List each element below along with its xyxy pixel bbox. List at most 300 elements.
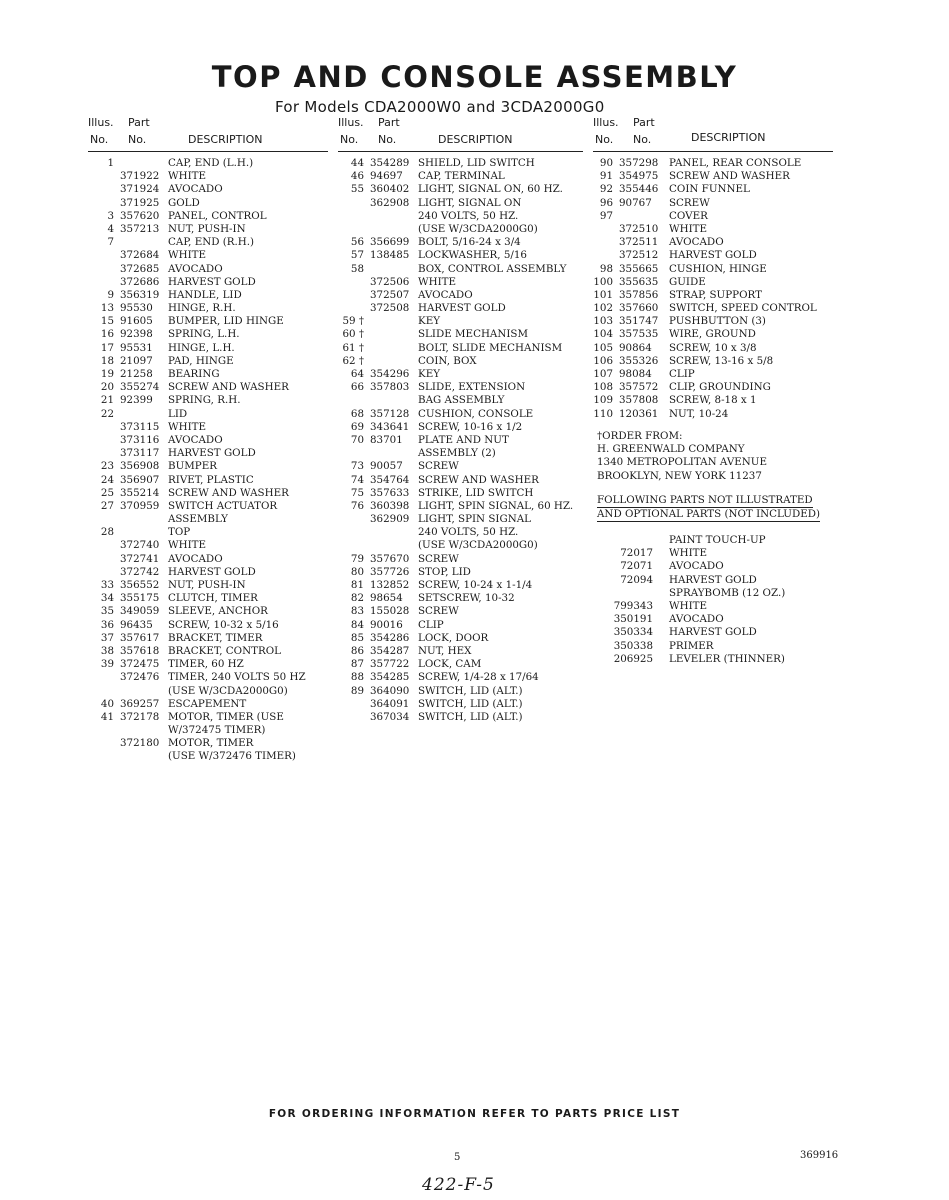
cell-part: 373116 <box>120 433 160 446</box>
cell-desc: GUIDE <box>669 275 706 288</box>
order-from-street: 1340 METROPOLITAN AVENUE <box>597 456 767 469</box>
table-row <box>88 157 328 170</box>
header-illus: Illus. <box>593 116 619 129</box>
cell-illus: 24 <box>100 473 114 486</box>
cell-illus: 20 <box>100 381 114 394</box>
table-row <box>338 539 583 552</box>
cell-desc: CAP, END (R.H.) <box>168 236 255 249</box>
cell-part: 357660 <box>619 302 659 315</box>
table-row <box>88 315 328 328</box>
cell-part: 356319 <box>120 288 160 301</box>
cell-illus: 102 <box>593 302 613 315</box>
cell-desc: AVOCADO <box>168 552 223 565</box>
cell-desc: AVOCADO <box>168 262 223 275</box>
cell-illus: 110 <box>593 407 613 420</box>
cell-part: 372178 <box>120 710 160 723</box>
table-row <box>338 632 583 645</box>
cell-illus: 79 <box>350 552 364 565</box>
cell-desc: SCREW AND WASHER <box>168 486 289 499</box>
cell-illus: 105 <box>593 341 613 354</box>
cell-desc: HARVEST GOLD <box>669 626 757 639</box>
table-row <box>88 355 328 368</box>
cell-desc: AVOCADO <box>669 236 724 249</box>
parts-list <box>88 157 328 764</box>
cell-part: 372476 <box>120 671 160 684</box>
cell-illus: 18 <box>100 354 114 367</box>
cell-part: 357617 <box>120 631 160 644</box>
table-row <box>88 434 328 447</box>
cell-desc: CLIP <box>418 618 444 631</box>
cell-illus: 16 <box>100 328 114 341</box>
cell-illus: 19 <box>100 368 114 380</box>
cell-illus: 109 <box>593 394 613 407</box>
cell-desc: GOLD <box>168 196 200 209</box>
cell-illus: 96 <box>599 196 613 209</box>
table-row <box>338 249 583 262</box>
cell-illus: 85 <box>350 631 364 644</box>
cell-illus: 28 <box>100 526 114 539</box>
cell-desc: CLIP, GROUNDING <box>669 381 771 394</box>
cell-part: 356908 <box>120 460 160 473</box>
cell-desc: TIMER, 60 HZ <box>168 658 244 671</box>
cell-illus: 35 <box>100 605 114 618</box>
cell-illus: 38 <box>100 644 114 657</box>
header-no: No. <box>378 133 397 146</box>
cell-desc: PLATE AND NUT <box>418 433 509 446</box>
cell-desc: WHITE <box>168 170 207 183</box>
header-illus: Illus. <box>338 116 364 129</box>
cell-desc: LEVELER (THINNER) <box>669 652 785 665</box>
table-row <box>88 447 328 460</box>
table-row <box>88 210 328 223</box>
cell-desc: KEY <box>418 368 441 380</box>
cell-desc: TOP <box>168 526 191 539</box>
table-row <box>338 579 583 592</box>
cell-part: 355635 <box>619 275 659 288</box>
cell-desc: ASSEMBLY <box>168 513 228 526</box>
cell-illus: 74 <box>350 473 364 486</box>
table-row <box>593 381 833 394</box>
cell-part: 372506 <box>370 275 410 288</box>
table-row <box>88 539 328 552</box>
cell-part: 372684 <box>120 249 160 262</box>
cell-desc: SCREW <box>669 196 710 209</box>
cell-illus: 15 <box>100 315 114 328</box>
parts-column-1 <box>88 116 328 764</box>
cell-part: 357618 <box>120 644 160 657</box>
cell-illus: 68 <box>350 407 364 420</box>
cell-illus: 34 <box>100 592 114 605</box>
cell-desc: STOP, LID <box>418 565 471 578</box>
table-row <box>338 210 583 223</box>
table-row <box>338 685 583 698</box>
cell-illus: 22 <box>100 407 114 420</box>
cell-desc: BOLT, SLIDE MECHANISM <box>418 341 563 354</box>
parts-list <box>593 157 833 421</box>
table-row <box>338 566 583 579</box>
cell-illus: 82 <box>350 592 364 605</box>
cell-illus: 21 <box>100 394 114 407</box>
cell-illus: 83 <box>350 605 364 618</box>
cell-part: 90864 <box>619 341 652 354</box>
table-row <box>338 276 583 289</box>
cell-part: 349059 <box>120 605 160 618</box>
cell-desc: AVOCADO <box>669 613 724 626</box>
cell-desc: HARVEST GOLD <box>168 275 256 288</box>
cell-desc: SLIDE MECHANISM <box>418 328 529 341</box>
table-row <box>88 183 328 196</box>
parts-list <box>338 157 583 724</box>
cell-desc: HANDLE, LID <box>168 288 242 301</box>
table-row <box>338 368 583 381</box>
document-number: 369916 <box>800 1150 839 1161</box>
table-row <box>88 698 328 711</box>
table-row <box>593 210 833 223</box>
column-header <box>88 116 328 152</box>
cell-illus: 59 † <box>342 315 364 328</box>
table-row <box>338 658 583 671</box>
cell-part: 372511 <box>619 236 659 249</box>
cell-desc: SWITCH, LID (ALT.) <box>418 697 523 710</box>
cell-illus: 73 <box>350 460 364 473</box>
cell-desc: SCREW, 1/4-28 x 17/64 <box>418 671 539 684</box>
paint-list <box>597 534 837 666</box>
cell-illus: 64 <box>350 368 364 380</box>
cell-part: 354289 <box>370 157 410 169</box>
cell-desc: SCREW AND WASHER <box>669 170 790 183</box>
table-row <box>338 487 583 500</box>
cell-illus: 75 <box>350 486 364 499</box>
cell-part: 371924 <box>120 183 160 196</box>
order-from-company: H. GREENWALD COMPANY <box>597 443 745 456</box>
cell-part: 370959 <box>120 499 160 512</box>
table-row <box>338 460 583 473</box>
table-row <box>88 500 328 513</box>
cell-desc: SCREW, 8-18 x 1 <box>669 394 757 407</box>
cell-desc: LOCK, CAM <box>418 658 482 671</box>
cell-part: 21097 <box>120 354 153 367</box>
cell-part: 372742 <box>120 565 160 578</box>
cell-illus: 86 <box>350 644 364 657</box>
table-row <box>593 170 833 183</box>
cell-part: 94697 <box>370 170 403 183</box>
table-row <box>593 408 833 421</box>
table-row <box>88 526 328 539</box>
cell-desc: SWITCH, LID (ALT.) <box>418 684 523 697</box>
cell-part: 95531 <box>120 341 153 354</box>
table-row <box>88 381 328 394</box>
cell-part: 350334 <box>613 626 653 639</box>
cell-illus: 61 † <box>342 341 364 354</box>
cell-desc: KEY <box>418 315 441 328</box>
cell-illus: 97 <box>599 209 613 222</box>
cell-illus: 62 † <box>342 354 364 367</box>
table-row <box>593 394 833 407</box>
order-from-note <box>597 430 767 483</box>
cell-part: 206925 <box>613 652 653 665</box>
cell-desc: LOCKWASHER, 5/16 <box>418 249 527 262</box>
cell-desc: SCREW, 10-16 x 1/2 <box>418 420 523 433</box>
table-row <box>338 342 583 355</box>
table-row <box>338 381 583 394</box>
cell-illus: 9 <box>107 288 114 301</box>
cell-desc: HINGE, L.H. <box>168 341 235 354</box>
cell-desc: (USE W/3CDA2000G0) <box>418 222 538 235</box>
cell-desc: AVOCADO <box>418 288 473 301</box>
cell-illus: 103 <box>593 315 613 328</box>
header-illus: Illus. <box>88 116 114 129</box>
table-row <box>597 534 837 547</box>
cell-illus: 108 <box>593 381 613 394</box>
table-row <box>88 632 328 645</box>
cell-part: 354975 <box>619 170 659 183</box>
table-row <box>338 711 583 724</box>
cell-part: 355214 <box>120 486 160 499</box>
cell-desc: SPRING, L.H. <box>168 328 240 341</box>
cell-part: 355446 <box>619 183 659 196</box>
cell-part: 357726 <box>370 565 410 578</box>
cell-part: 367034 <box>370 710 410 723</box>
cell-desc: CUSHION, CONSOLE <box>418 407 534 420</box>
cell-desc: SWITCH ACTUATOR <box>168 499 278 512</box>
header-description: DESCRIPTION <box>438 133 513 146</box>
cell-part: 357128 <box>370 407 410 420</box>
cell-illus: 84 <box>350 618 364 631</box>
cell-desc: AVOCADO <box>168 183 223 196</box>
table-row <box>88 671 328 684</box>
cell-part: 369257 <box>120 697 160 710</box>
cell-part: 357803 <box>370 381 410 394</box>
cell-desc: LIGHT, SIGNAL ON, 60 HZ. <box>418 183 563 196</box>
table-row <box>88 408 328 421</box>
table-row <box>88 460 328 473</box>
cell-illus: 7 <box>107 236 114 249</box>
table-row <box>338 434 583 447</box>
cell-desc: SETSCREW, 10-32 <box>418 592 515 605</box>
cell-part: 364090 <box>370 684 410 697</box>
cell-illus: 90 <box>599 157 613 169</box>
cell-part: 355274 <box>120 381 160 394</box>
cell-desc: COIN FUNNEL <box>669 183 750 196</box>
cell-desc: SCREW <box>418 605 459 618</box>
table-row <box>88 619 328 632</box>
table-row <box>597 560 837 573</box>
cell-desc: SCREW, 13-16 x 5/8 <box>669 354 774 367</box>
cell-illus: 88 <box>350 671 364 684</box>
cell-part: 350338 <box>613 639 653 652</box>
table-row <box>597 587 837 600</box>
cell-illus: 46 <box>350 170 364 183</box>
cell-desc: SLEEVE, ANCHOR <box>168 605 268 618</box>
header-no: No. <box>128 133 147 146</box>
table-row <box>593 263 833 276</box>
cell-part: 357808 <box>619 394 659 407</box>
table-row <box>338 500 583 513</box>
table-row <box>88 553 328 566</box>
order-from-heading: †ORDER FROM: <box>597 430 683 442</box>
cell-part: 138485 <box>370 249 410 262</box>
cell-desc: LOCK, DOOR <box>418 631 489 644</box>
cell-part: 90016 <box>370 618 403 631</box>
cell-part: 357856 <box>619 288 659 301</box>
table-row <box>593 302 833 315</box>
cell-illus: 69 <box>350 420 364 433</box>
not-illustrated-note <box>597 494 820 522</box>
page-title: TOP AND CONSOLE ASSEMBLY <box>211 60 738 94</box>
cell-desc: RIVET, PLASTIC <box>168 473 254 486</box>
parts-column-3 <box>593 116 833 421</box>
table-row <box>338 157 583 170</box>
cell-desc: LID <box>168 407 188 420</box>
cell-desc: NUT, PUSH-IN <box>168 579 246 591</box>
cell-illus: 60 † <box>342 328 364 341</box>
cell-desc: WHITE <box>168 539 207 552</box>
cell-desc: WHITE <box>168 249 207 262</box>
cell-desc: HARVEST GOLD <box>418 302 506 315</box>
cell-desc: BRACKET, TIMER <box>168 631 263 644</box>
table-row <box>338 183 583 196</box>
cell-part: 155028 <box>370 605 410 618</box>
cell-part: 357213 <box>120 222 160 235</box>
cell-desc: NUT, HEX <box>418 644 472 657</box>
cell-desc: PUSHBUTTON (3) <box>669 315 766 328</box>
cell-illus: 66 <box>350 381 364 394</box>
page-number: 5 <box>454 1152 461 1163</box>
table-row <box>88 605 328 618</box>
cell-part: 351747 <box>619 315 659 328</box>
table-row <box>338 447 583 460</box>
cell-desc: SWITCH, SPEED CONTROL <box>669 302 817 315</box>
cell-desc: HINGE, R.H. <box>168 302 236 315</box>
cell-part: 354287 <box>370 644 410 657</box>
cell-desc: WHITE <box>669 547 708 560</box>
cell-desc: TIMER, 240 VOLTS 50 HZ <box>168 671 306 684</box>
header-description: DESCRIPTION <box>188 133 263 146</box>
table-row <box>88 711 328 724</box>
column-header <box>338 116 583 152</box>
cell-illus: 107 <box>593 368 613 380</box>
cell-desc: WIRE, GROUND <box>669 328 756 341</box>
cell-desc: SCREW, 10-24 x 1-1/4 <box>418 579 533 591</box>
cell-part: 373115 <box>120 420 160 433</box>
cell-illus: 76 <box>350 499 364 512</box>
table-row <box>88 658 328 671</box>
cell-desc: SPRING, R.H. <box>168 394 241 407</box>
cell-desc: (USE W/372476 TIMER) <box>168 750 296 763</box>
table-row <box>338 526 583 539</box>
cell-illus: 17 <box>100 341 114 354</box>
cell-desc: STRIKE, LID SWITCH <box>418 486 534 499</box>
page-subtitle: For Models CDA2000W0 and 3CDA2000G0 <box>275 98 605 116</box>
cell-part: 372508 <box>370 302 410 315</box>
cell-illus: 106 <box>593 354 613 367</box>
cell-illus: 92 <box>599 183 613 196</box>
cell-part: 373117 <box>120 447 160 460</box>
table-row <box>338 263 583 276</box>
header-no: No. <box>90 133 109 146</box>
cell-part: 372686 <box>120 275 160 288</box>
cell-desc: SCREW, 10 x 3/8 <box>669 341 757 354</box>
table-row <box>338 355 583 368</box>
header-no: No. <box>633 133 652 146</box>
cell-illus: 55 <box>350 183 364 196</box>
table-row <box>88 566 328 579</box>
cell-desc: CLIP <box>669 368 695 380</box>
cell-part: 799343 <box>613 599 653 612</box>
handwritten-note: 422-F-5 <box>422 1175 495 1195</box>
table-row <box>593 157 833 170</box>
cell-part: 372180 <box>120 737 160 750</box>
cell-part: 357620 <box>120 209 160 222</box>
table-row <box>338 289 583 302</box>
cell-part: 90057 <box>370 460 403 473</box>
cell-part: 356699 <box>370 236 410 249</box>
table-row <box>338 302 583 315</box>
cell-part: 350191 <box>613 613 653 626</box>
cell-desc: SCREW, 10-32 x 5/16 <box>168 618 279 631</box>
cell-desc: ESCAPEMENT <box>168 697 247 710</box>
cell-illus: 56 <box>350 236 364 249</box>
cell-desc: LIGHT, SPIN SIGNAL <box>418 513 531 526</box>
table-row <box>88 170 328 183</box>
cell-part: 360402 <box>370 183 410 196</box>
cell-desc: BRACKET, CONTROL <box>168 644 281 657</box>
table-row <box>88 394 328 407</box>
table-row <box>88 197 328 210</box>
table-row <box>338 236 583 249</box>
cell-part: 372475 <box>120 658 160 671</box>
cell-illus: 58 <box>350 262 364 275</box>
cell-part: 92398 <box>120 328 153 341</box>
table-row <box>597 626 837 639</box>
cell-desc: PAD, HINGE <box>168 354 234 367</box>
cell-desc: WHITE <box>168 420 207 433</box>
table-row <box>88 368 328 381</box>
column-header <box>593 116 833 152</box>
cell-desc: (USE W/3CDA2000G0) <box>168 684 288 697</box>
cell-illus: 41 <box>100 710 114 723</box>
cell-desc: MOTOR, TIMER <box>168 737 254 750</box>
cell-desc: CUSHION, HINGE <box>669 262 767 275</box>
table-row <box>338 328 583 341</box>
cell-illus: 81 <box>350 579 364 591</box>
cell-desc: COIN, BOX <box>418 354 477 367</box>
cell-desc: NUT, PUSH-IN <box>168 222 246 235</box>
cell-desc: SPRAYBOMB (12 OZ.) <box>669 586 786 599</box>
cell-part: 357670 <box>370 552 410 565</box>
cell-part: 354286 <box>370 631 410 644</box>
cell-illus: 3 <box>107 209 114 222</box>
table-row <box>338 197 583 210</box>
cell-desc: HARVEST GOLD <box>168 565 256 578</box>
cell-part: 132852 <box>370 579 410 591</box>
cell-desc: CLUTCH, TIMER <box>168 592 258 605</box>
table-row <box>88 342 328 355</box>
cell-part: 72017 <box>620 547 653 560</box>
cell-desc: SCREW <box>418 552 459 565</box>
cell-desc: WHITE <box>669 222 708 235</box>
header-no: No. <box>340 133 359 146</box>
table-row <box>88 592 328 605</box>
cell-part: 120361 <box>619 407 659 420</box>
cell-part: 372685 <box>120 262 160 275</box>
table-row <box>338 605 583 618</box>
table-row <box>593 197 833 210</box>
cell-part: 357722 <box>370 658 410 671</box>
table-row <box>338 513 583 526</box>
table-row <box>338 592 583 605</box>
cell-desc: BUMPER <box>168 460 217 473</box>
